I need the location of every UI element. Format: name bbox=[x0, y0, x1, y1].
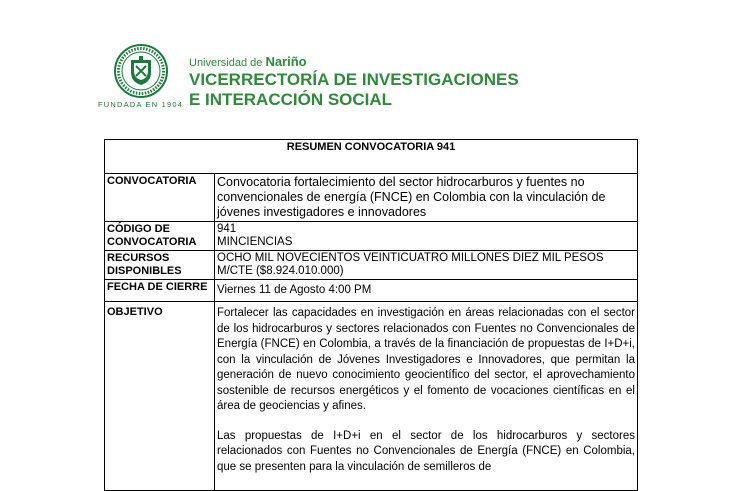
label-cierre: FECHA DE CIERRE bbox=[105, 280, 215, 302]
summary-title: RESUMEN CONVOCATORIA 941 bbox=[105, 140, 638, 174]
university-prefix: Universidad de bbox=[189, 57, 266, 69]
label-recursos: RECURSOS DISPONIBLES bbox=[105, 251, 215, 280]
value-codigo-entity: MINCIENCIAS bbox=[217, 236, 293, 248]
row-objetivo bbox=[105, 302, 638, 491]
value-convocatoria: Convocatoria fortalecimiento del sector hidrocarburos y fuentes no convencionales de energía (FNCE) en Colombia con la vinculación de jóvenes investigadores e innovadores bbox=[215, 174, 638, 222]
value-codigo bbox=[215, 222, 638, 251]
row-codigo bbox=[105, 222, 638, 251]
value-recursos: OCHO MIL NOVECIENTOS VEINTICUATRO MILLONES DIEZ MIL PESOS M/CTE ($8.924.010.000) bbox=[215, 251, 638, 280]
summary-table bbox=[104, 139, 638, 491]
label-objetivo: OBJETIVO bbox=[105, 302, 215, 491]
department-line-2: E INTERACCIÓN SOCIAL bbox=[189, 90, 393, 109]
department-name bbox=[189, 70, 519, 110]
university-seal-icon bbox=[114, 44, 168, 98]
label-codigo: CÓDIGO DE CONVOCATORIA bbox=[105, 222, 215, 251]
value-cierre: Viernes 11 de Agosto 4:00 PM bbox=[215, 280, 638, 302]
summary-title-row bbox=[105, 140, 638, 174]
value-codigo-number: 941 bbox=[217, 223, 237, 235]
university-name-main: Nariño bbox=[265, 54, 307, 69]
department-line-1: VICERRECTORÍA DE INVESTIGACIONES bbox=[189, 70, 519, 89]
row-convocatoria bbox=[105, 174, 638, 222]
university-name bbox=[189, 54, 307, 69]
founded-text: FUNDADA EN 1904 bbox=[98, 100, 184, 109]
row-cierre bbox=[105, 280, 638, 302]
objetivo-paragraph-1: Fortalecer las capacidades en investigación en áreas relacionadas con el sector de los hidrocarburos y sectores relacionados con Fuentes no Convencionales de Energía (FNCE) en Colombia, a través de la financiación de propuestas de I+D+i, con la vinculación de Jóvenes Investigadores e Innovadores, que permitan la generación de nuevo conocimiento geocientífico del sector, el aprovechamiento sostenible de recursos energéticos y el fomento de vocaciones científicas en el área de geociencias y afines. bbox=[217, 307, 635, 412]
document-header bbox=[98, 40, 518, 112]
objetivo-paragraph-2: Las propuestas de I+D+i en el sector de los hidrocarburos y sectores relacionados con Fuentes no Convencionales de Energía (FNCE) en Colombia, que se presenten para la vinculación de semilleros de bbox=[217, 429, 635, 473]
university-logo bbox=[98, 40, 184, 112]
label-convocatoria: CONVOCATORIA bbox=[105, 174, 215, 222]
value-objetivo bbox=[215, 302, 638, 491]
row-recursos bbox=[105, 251, 638, 280]
